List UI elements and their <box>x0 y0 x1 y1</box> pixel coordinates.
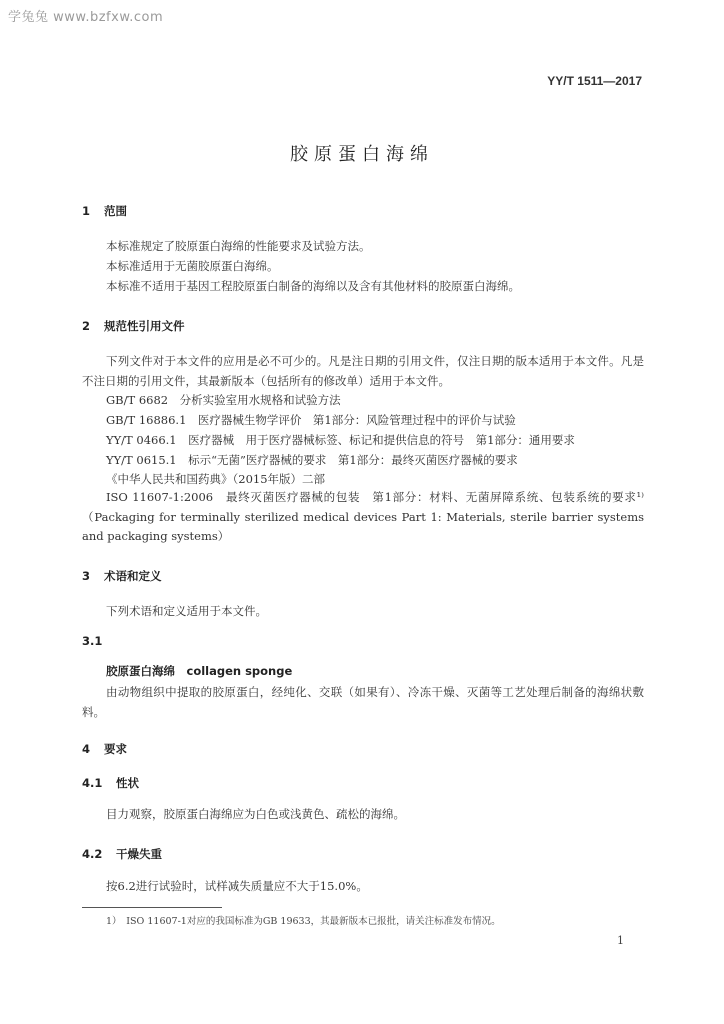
watermark: 学兔兔 www.bzfxw.com <box>8 10 164 25</box>
paragraph: 下列术语和定义适用于本文件。 <box>106 604 267 618</box>
section-3-heading <box>82 568 162 584</box>
footnote-divider <box>82 907 222 908</box>
paragraph: 下列文件对于本文件的应用是必不可少的。凡是注日期的引用文件，仅注日期的版本适用于本文件。凡是不注日期的引用文件，其最新版本（包括所有的修改单）适用于本文件。 <box>82 354 644 388</box>
section-title: 范围 <box>104 204 127 218</box>
standard-code: YY/T 1511—2017 <box>547 74 642 88</box>
reference-item: GB/T 16886.1 医疗器械生物学评价 第1部分：风险管理过程中的评价与试验 <box>106 413 516 427</box>
section-number: 4 <box>82 742 91 756</box>
section-number: 2 <box>82 319 91 333</box>
paragraph: 目力观察，胶原蛋白海绵应为白色或浅黄色、疏松的海绵。 <box>106 807 405 821</box>
section-title: 术语和定义 <box>104 569 162 583</box>
section-title: 性状 <box>116 776 139 790</box>
section-number: 4.1 <box>82 776 103 790</box>
subsection-3-1-number: 3.1 <box>82 634 103 648</box>
reference-item: GB/T 6682 分析实验室用水规格和试验方法 <box>106 393 341 407</box>
section-1-heading <box>82 203 127 219</box>
section-title: 规范性引用文件 <box>104 319 185 333</box>
term-entry: 胶原蛋白海绵 collagen sponge <box>106 664 293 678</box>
paragraph: 本标准不适用于基因工程胶原蛋白制备的海绵以及含有其他材料的胶原蛋白海绵。 <box>106 279 520 293</box>
subsection-4-2-heading <box>82 846 162 862</box>
term-definition: 由动物组织中提取的胶原蛋白，经纯化、交联（如果有）、冷冻干燥、灭菌等工艺处理后制备的海绵状敷料。 <box>82 685 644 719</box>
subsection-4-1-heading <box>82 775 139 791</box>
section-4-heading <box>82 741 127 757</box>
section-title: 干燥失重 <box>116 847 162 861</box>
reference-item: YY/T 0466.1 医疗器械 用于医疗器械标签、标记和提供信息的符号 第1部分：通用要求 <box>106 433 575 447</box>
section-2-heading <box>82 318 185 334</box>
page-number: 1 <box>617 934 624 947</box>
paragraph: 按6.2进行试验时，试样减失质量应不大于15.0%。 <box>106 879 368 893</box>
footnote: 1） ISO 11607-1对应的我国标准为GB 19633，其最新版本已报批，请关注标准发布情况。 <box>106 916 501 927</box>
section-number: 4.2 <box>82 847 103 861</box>
document-title: 胶原蛋白海绵 <box>290 144 434 165</box>
section-number: 3 <box>82 569 91 583</box>
paragraph: 本标准规定了胶原蛋白海绵的性能要求及试验方法。 <box>106 239 371 253</box>
reference-item-iso: ISO 11607-1:2006 最终灭菌医疗器械的包装 第1部分：材料、无菌屏障系统、包装系统的要求¹⁾（Packaging for terminally sterilized medical devices Part 1: Materials, sterile barrier systems and packaging systems） <box>82 490 644 543</box>
section-title: 要求 <box>104 742 127 756</box>
reference-item: 《中华人民共和国药典》（2015年版）二部 <box>106 472 326 486</box>
reference-item: YY/T 0615.1 标示“无菌”医疗器械的要求 第1部分：最终灭菌医疗器械的要求 <box>106 453 518 467</box>
paragraph: 本标准适用于无菌胶原蛋白海绵。 <box>106 259 279 273</box>
section-number: 1 <box>82 204 91 218</box>
